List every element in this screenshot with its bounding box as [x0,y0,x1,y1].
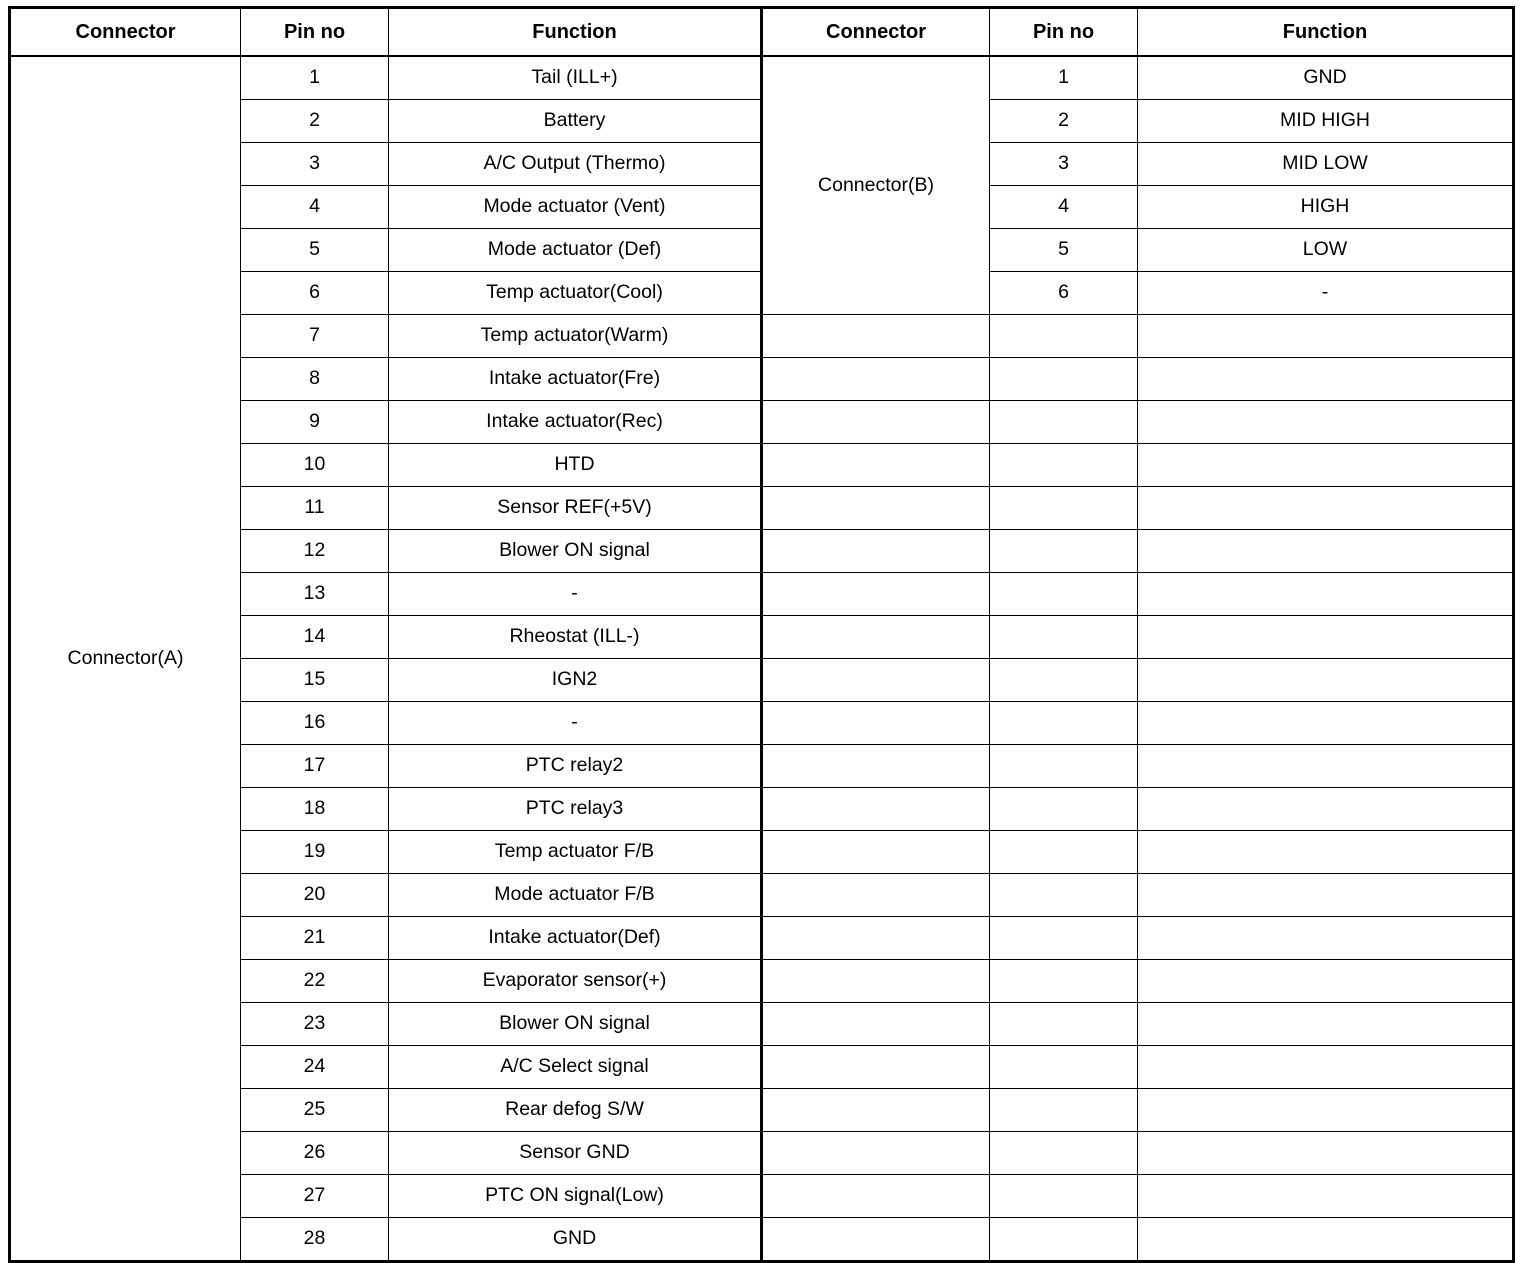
connector-b-function [1138,573,1514,616]
connector-b-empty [762,1089,990,1132]
connector-b-function [1138,1132,1514,1175]
connector-b-function [1138,616,1514,659]
connector-b-empty [762,745,990,788]
connector-a-label: Connector(A) [10,56,241,1262]
connector-a-function: Sensor REF(+5V) [389,487,762,530]
connector-b-function: MID LOW [1138,143,1514,186]
connector-b-pin [990,659,1138,702]
connector-b-function [1138,1218,1514,1262]
table-header [10,8,1514,57]
connector-a-function: Temp actuator(Warm) [389,315,762,358]
connector-b-pin [990,573,1138,616]
connector-a-function: Evaporator sensor(+) [389,960,762,1003]
connector-b-pin [990,745,1138,788]
connector-b-pin: 6 [990,272,1138,315]
connector-a-pin: 25 [241,1089,389,1132]
connector-b-empty [762,1218,990,1262]
header-pin-no-a: Pin no [241,8,389,57]
connector-b-empty [762,358,990,401]
connector-a-function: A/C Select signal [389,1046,762,1089]
connector-b-pin [990,401,1138,444]
connector-b-function: - [1138,272,1514,315]
connector-b-function [1138,788,1514,831]
connector-b-empty [762,487,990,530]
connector-b-empty [762,1046,990,1089]
connector-a-pin: 27 [241,1175,389,1218]
connector-b-function [1138,702,1514,745]
connector-b-empty [762,874,990,917]
header-pin-no-b: Pin no [990,8,1138,57]
connector-b-pin: 4 [990,186,1138,229]
connector-b-pin [990,1218,1138,1262]
connector-a-function: Intake actuator(Def) [389,917,762,960]
connector-b-function [1138,960,1514,1003]
connector-b-pin: 2 [990,100,1138,143]
connector-a-function: PTC ON signal(Low) [389,1175,762,1218]
connector-a-function: Rheostat (ILL-) [389,616,762,659]
connector-b-function [1138,1089,1514,1132]
connector-b-function [1138,487,1514,530]
connector-a-pin: 22 [241,960,389,1003]
connector-b-pin [990,616,1138,659]
connector-a-pin: 18 [241,788,389,831]
connector-b-pin [990,444,1138,487]
connector-b-pin [990,1046,1138,1089]
connector-b-empty [762,315,990,358]
connector-b-empty [762,659,990,702]
connector-b-pin [990,315,1138,358]
connector-a-pin: 9 [241,401,389,444]
connector-b-function [1138,917,1514,960]
header-row [10,8,1514,57]
connector-b-function [1138,831,1514,874]
connector-b-function: LOW [1138,229,1514,272]
connector-b-function [1138,745,1514,788]
connector-a-function: Temp actuator F/B [389,831,762,874]
connector-b-pin [990,917,1138,960]
connector-a-function: GND [389,1218,762,1262]
connector-a-function: Sensor GND [389,1132,762,1175]
connector-a-function: Tail (ILL+) [389,56,762,100]
header-function-b: Function [1138,8,1514,57]
header-connector-a: Connector [10,8,241,57]
connector-b-label: Connector(B) [762,56,990,315]
connector-a-pin: 2 [241,100,389,143]
connector-b-function [1138,444,1514,487]
connector-a-pin: 28 [241,1218,389,1262]
connector-b-pin [990,1089,1138,1132]
connector-a-pin: 11 [241,487,389,530]
connector-a-pin: 19 [241,831,389,874]
connector-b-empty [762,616,990,659]
connector-a-function: IGN2 [389,659,762,702]
connector-b-pin: 5 [990,229,1138,272]
table-body [10,56,1514,1262]
connector-b-empty [762,401,990,444]
connector-a-function: Mode actuator (Vent) [389,186,762,229]
connector-a-function: PTC relay3 [389,788,762,831]
connector-b-empty [762,917,990,960]
connector-a-function: Blower ON signal [389,530,762,573]
connector-b-empty [762,573,990,616]
connector-b-empty [762,444,990,487]
connector-b-function [1138,401,1514,444]
connector-b-empty [762,1132,990,1175]
connector-a-function: Battery [389,100,762,143]
connector-a-function: - [389,573,762,616]
table-row [10,56,1514,100]
header-function-a: Function [389,8,762,57]
connector-b-pin [990,831,1138,874]
connector-b-pin [990,530,1138,573]
connector-b-function: GND [1138,56,1514,100]
connector-b-pin [990,874,1138,917]
connector-b-function [1138,1175,1514,1218]
connector-a-pin: 26 [241,1132,389,1175]
connector-a-pin: 7 [241,315,389,358]
connector-a-pin: 20 [241,874,389,917]
connector-a-pin: 4 [241,186,389,229]
connector-a-pin: 12 [241,530,389,573]
connector-a-pin: 5 [241,229,389,272]
connector-b-function [1138,874,1514,917]
connector-b-function [1138,1003,1514,1046]
connector-b-function [1138,358,1514,401]
connector-b-empty [762,1175,990,1218]
connector-a-pin: 3 [241,143,389,186]
connector-b-empty [762,960,990,1003]
connector-b-function [1138,530,1514,573]
connector-b-function [1138,315,1514,358]
connector-a-pin: 24 [241,1046,389,1089]
connector-b-pin [990,788,1138,831]
connector-a-pin: 10 [241,444,389,487]
connector-a-pin: 1 [241,56,389,100]
connector-pinout-table [8,6,1515,1263]
connector-a-function: Mode actuator F/B [389,874,762,917]
connector-a-function: Intake actuator(Rec) [389,401,762,444]
connector-b-empty [762,530,990,573]
connector-b-function: HIGH [1138,186,1514,229]
connector-b-function [1138,1046,1514,1089]
connector-b-function: MID HIGH [1138,100,1514,143]
connector-a-pin: 13 [241,573,389,616]
connector-b-empty [762,702,990,745]
connector-b-empty [762,788,990,831]
connector-a-pin: 16 [241,702,389,745]
connector-b-pin [990,487,1138,530]
connector-a-function: Temp actuator(Cool) [389,272,762,315]
connector-b-pin: 1 [990,56,1138,100]
connector-b-function [1138,659,1514,702]
connector-a-function: Mode actuator (Def) [389,229,762,272]
connector-a-function: Rear defog S/W [389,1089,762,1132]
connector-a-pin: 14 [241,616,389,659]
connector-a-pin: 15 [241,659,389,702]
connector-b-pin [990,1175,1138,1218]
connector-a-function: Blower ON signal [389,1003,762,1046]
connector-b-pin [990,1132,1138,1175]
connector-a-pin: 23 [241,1003,389,1046]
connector-a-pin: 17 [241,745,389,788]
connector-b-empty [762,831,990,874]
connector-a-function: A/C Output (Thermo) [389,143,762,186]
connector-b-pin [990,358,1138,401]
connector-a-function: HTD [389,444,762,487]
connector-b-pin [990,702,1138,745]
connector-b-pin: 3 [990,143,1138,186]
connector-a-pin: 6 [241,272,389,315]
connector-b-pin [990,1003,1138,1046]
connector-a-function: PTC relay2 [389,745,762,788]
connector-a-pin: 8 [241,358,389,401]
connector-a-function: - [389,702,762,745]
header-connector-b: Connector [762,8,990,57]
connector-b-empty [762,1003,990,1046]
connector-a-function: Intake actuator(Fre) [389,358,762,401]
connector-a-pin: 21 [241,917,389,960]
connector-b-pin [990,960,1138,1003]
